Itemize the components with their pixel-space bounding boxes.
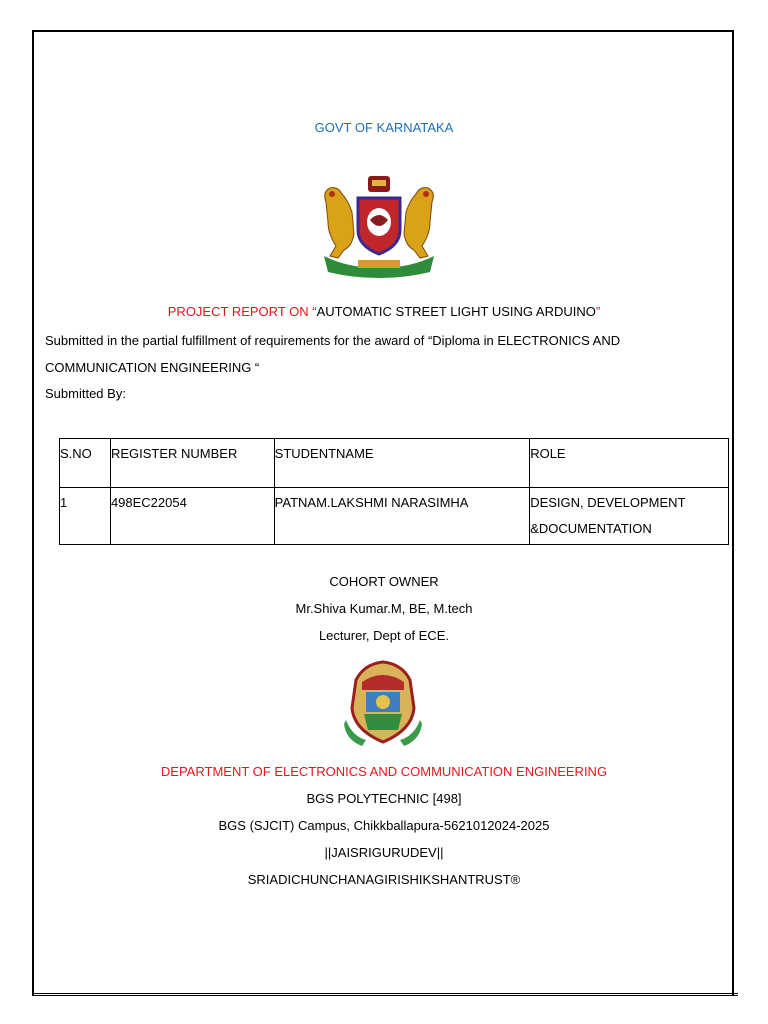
submitted-by-label: Submitted By: (45, 386, 126, 401)
bgs-polytechnic-logo-icon (342, 660, 424, 748)
govt-heading: GOVT OF KARNATAKA (314, 120, 454, 135)
header-register-number: REGISTER NUMBER (110, 439, 274, 488)
cohort-owner-name: Mr.Shiva Kumar.M, BE, M.tech (295, 601, 473, 616)
cell-role (530, 488, 729, 545)
table-row (60, 488, 729, 545)
project-title-suffix: ” (595, 304, 601, 319)
cohort-owner-label: COHORT OWNER (329, 574, 439, 589)
campus-address: BGS (SJCIT) Campus, Chikkballapura-5621012024-2025 (218, 818, 550, 833)
motto: ||JAISRIGURUDEV|| (324, 845, 444, 860)
cell-sno: 1 (60, 488, 111, 545)
submission-text-line2: COMMUNICATION ENGINEERING “ (45, 360, 260, 375)
cell-role-line1: DESIGN, DEVELOPMENT (530, 495, 686, 510)
college-name: BGS POLYTECHNIC [498] (306, 791, 462, 806)
project-title-line (0, 304, 768, 319)
cell-student-name: PATNAM.LAKSHMI NARASIMHA (274, 488, 530, 545)
header-sno: S.NO (60, 439, 111, 488)
header-role: ROLE (530, 439, 729, 488)
students-table (59, 438, 729, 545)
page-border-bottom (32, 993, 738, 996)
karnataka-state-emblem-icon (318, 172, 440, 280)
cell-role-line2: &DOCUMENTATION (530, 521, 652, 536)
cell-register-number: 498EC22054 (110, 488, 274, 545)
trust-name: SRIADICHUNCHANAGIRISHIKSHANTRUST® (247, 872, 521, 887)
project-report-prefix: PROJECT REPORT ON “ (167, 304, 317, 319)
cohort-owner-position: Lecturer, Dept of ECE. (318, 628, 450, 643)
table-header-row (60, 439, 729, 488)
header-student-name: STUDENTNAME (274, 439, 530, 488)
project-title: AUTOMATIC STREET LIGHT USING ARDUINO (316, 304, 596, 319)
department-heading: DEPARTMENT OF ELECTRONICS AND COMMUNICATION ENGINEERING (160, 764, 608, 779)
submission-text-line1: Submitted in the partial fulfillment of requirements for the award of “Diploma in ELECTRONICS AND (45, 333, 621, 348)
